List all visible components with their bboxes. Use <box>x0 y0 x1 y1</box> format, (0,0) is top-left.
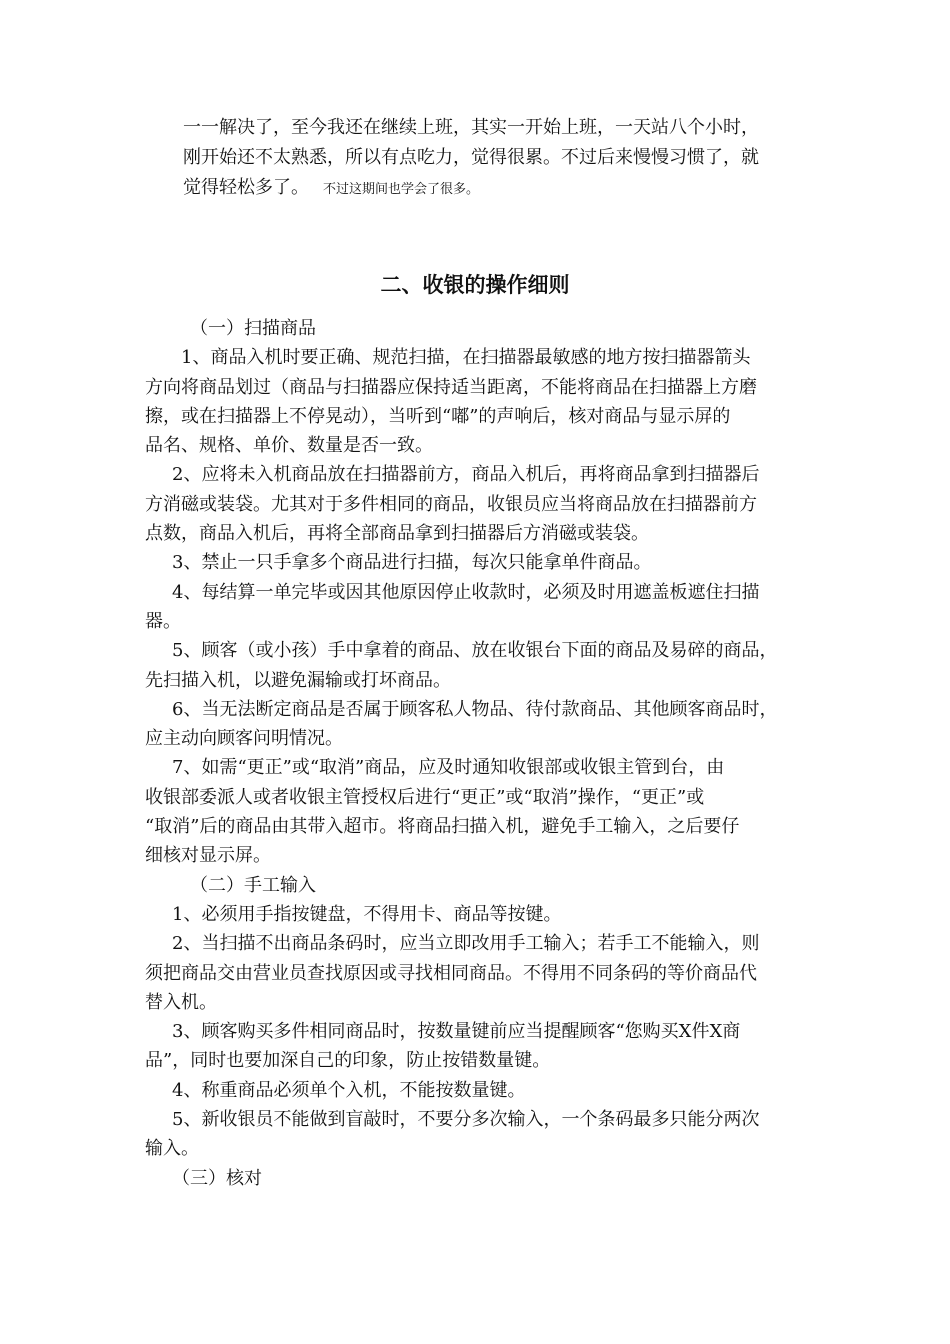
paragraph-line: 点数，商品入机后，再将全部商品拿到扫描器后方消磁或装袋。 <box>145 523 649 545</box>
paragraph-line: 应主动向顾客问明情况。 <box>145 728 343 750</box>
section-body <box>145 314 835 1193</box>
paragraph-line: 器。 <box>145 610 181 632</box>
paragraph-line: 擦，或在扫描器上不停晃动），当听到“嘟”的声响后，核对商品与显示屏的 <box>145 405 731 427</box>
intro-paragraph <box>183 113 823 205</box>
paragraph-line: 输入。 <box>145 1138 199 1160</box>
paragraph-line: 6、当无法断定商品是否属于顾客私人物品、待付款商品、其他顾客商品时， <box>172 698 778 720</box>
paragraph-line: 2、应将未入机商品放在扫描器前方，商品入机后，再将商品拿到扫描器后 <box>172 464 760 486</box>
paragraph-line: 品”，同时也要加深自己的印象，防止按错数量键。 <box>145 1050 551 1072</box>
paragraph-line: 须把商品交由营业员查找原因或寻找相同商品。不得用不同条码的等价商品代 <box>145 962 757 984</box>
paragraph-line: 2、当扫描不出商品条码时，应当立即改用手工输入；若手工不能输入，则 <box>172 933 760 955</box>
paragraph-line: 3、禁止一只手拿多个商品进行扫描，每次只能拿单件商品。 <box>172 552 652 574</box>
subsection-title: （二）手工输入 <box>190 874 316 896</box>
paragraph-line: 方消磁或装袋。尤其对于多件相同的商品，收银员应当将商品放在扫描器前方 <box>145 493 757 515</box>
intro-line: 刚开始还不太熟悉，所以有点吃力，觉得很累。不过后来慢慢习惯了，就 <box>183 147 759 168</box>
subsection-title: （一）扫描商品 <box>190 318 316 339</box>
section-heading: 二、收银的操作细则 <box>380 273 570 297</box>
paragraph-line: 7、如需“更正”或“取消”商品，应及时通知收银部或收银主管到台，由 <box>172 757 725 779</box>
paragraph-line: 5、顾客（或小孩）手中拿着的商品、放在收银台下面的商品及易碎的商品， <box>172 640 778 662</box>
paragraph-line: 3、顾客购买多件相同商品时，按数量键前应当提醒顾客“您购买X件X商 <box>172 1021 741 1043</box>
paragraph-line: 4、每结算一单完毕或因其他原因停止收款时，必须及时用遮盖板遮住扫描 <box>172 581 760 603</box>
paragraph-line: 细核对显示屏。 <box>145 845 271 867</box>
paragraph-line: “取消”后的商品由其带入超市。将商品扫描入机，避免手工输入，之后要仔 <box>145 816 740 838</box>
intro-line <box>183 173 823 205</box>
paragraph-line: 4、称重商品必须单个入机，不能按数量键。 <box>172 1079 526 1101</box>
paragraph-line: 1、必须用手指按键盘，不得用卡、商品等按键。 <box>172 903 562 925</box>
intro-line: 一一解决了，至今我还在继续上班，其实一开始上班，一天站八个小时， <box>183 117 759 138</box>
intro-note: 不过这期间也学会了很多。 <box>323 182 480 197</box>
paragraph-line: 1、商品入机时要正确、规范扫描，在扫描器最敏感的地方按扫描器箭头 <box>181 347 751 369</box>
paragraph-line: 收银部委派人或者收银主管授权后进行“更正”或“取消”操作，“更正”或 <box>145 786 705 808</box>
paragraph-line: 替入机。 <box>145 991 217 1013</box>
intro-line-text: 觉得轻松多了。 <box>183 177 309 198</box>
paragraph-line: 方向将商品划过（商品与扫描器应保持适当距离，不能将商品在扫描器上方磨 <box>145 376 757 398</box>
subsection-title: （三）核对 <box>172 1167 262 1189</box>
paragraph-line: 品名、规格、单价、数量是否一致。 <box>145 435 433 457</box>
paragraph-line: 先扫描入机，以避免漏输或打坏商品。 <box>145 669 451 691</box>
paragraph-line: 5、新收银员不能做到盲敲时，不要分多次输入，一个条码最多只能分两次 <box>172 1109 760 1131</box>
